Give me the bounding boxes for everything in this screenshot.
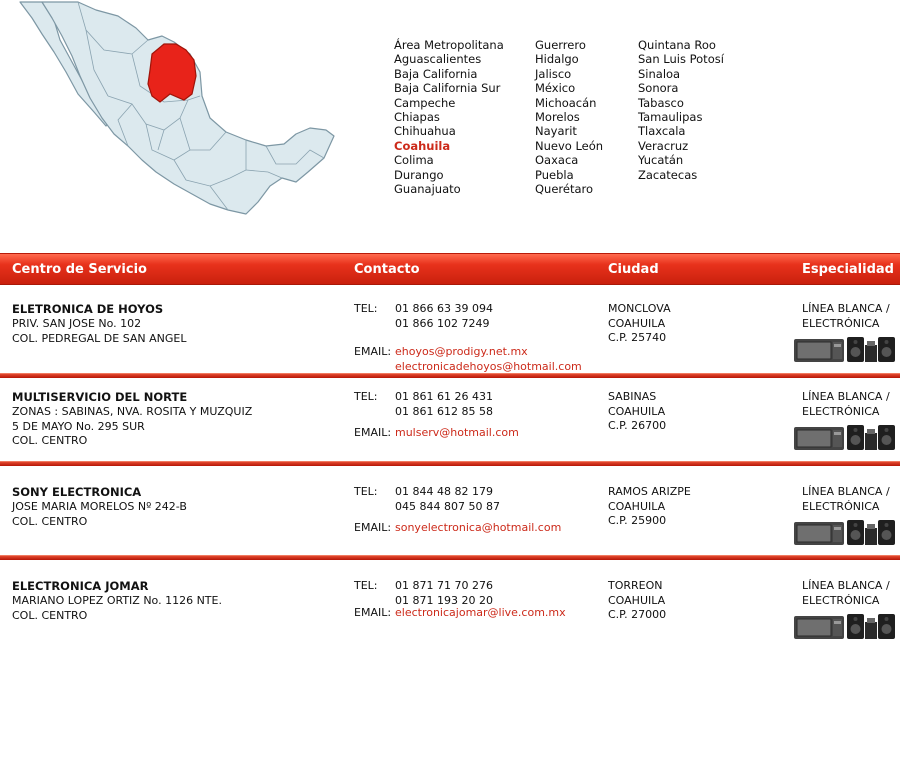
email-link[interactable]: ehoyos@prodigy.net.mx [395,345,528,358]
city-info: TORREON COAHUILA C.P. 27000 [608,579,667,621]
state-link[interactable]: Durango [394,167,444,182]
state-link[interactable]: Zacatecas [638,167,698,182]
email-links [395,521,561,536]
state-link[interactable]: Colima [394,153,434,168]
service-center-name: SONY ELECTRONICA [12,485,142,499]
state-link[interactable]: Querétaro [535,182,594,197]
state-link[interactable]: Tlaxcala [638,124,686,139]
tel-values: 01 871 71 70 276 01 871 193 20 20 [395,579,493,607]
state-link[interactable]: Tamaulipas [638,110,703,125]
mexico-map[interactable] [14,0,340,230]
state-link[interactable]: Área Metropolitana [394,38,504,52]
state-link[interactable]: Sinaloa [638,66,681,81]
appliance-image [793,336,899,364]
tel-values: 01 861 61 26 431 01 861 612 85 58 [395,390,493,418]
state-link[interactable]: Puebla [535,167,574,182]
header-ciudad: Ciudad [608,262,659,277]
state-link[interactable]: Michoacán [535,95,597,110]
header-contacto: Contacto [354,262,420,277]
state-link[interactable]: Tabasco [638,95,684,110]
state-link[interactable]: Hidalgo [535,52,579,67]
table-header [0,253,900,285]
state-link[interactable]: Chiapas [394,110,440,125]
state-link[interactable]: Aguascalientes [394,52,482,67]
tel-values: 01 844 48 82 179 045 844 807 50 87 [395,485,500,513]
state-link[interactable]: Jalisco [535,66,572,81]
service-center-name: MULTISERVICIO DEL NORTE [12,390,188,404]
state-link[interactable]: Campeche [394,95,456,110]
service-center-address: PRIV. SAN JOSE No. 102 COL. PEDREGAL DE SAN ANGEL [12,317,187,345]
state-link[interactable]: San Luis Potosí [638,52,724,67]
service-center-name: ELECTRONICA JOMAR [12,579,149,593]
specialty-text: LÍNEA BLANCA / ELECTRÓNICA [802,579,890,607]
email-links [395,606,566,621]
state-list-column-2 [535,38,603,196]
email-label: EMAIL: [354,426,392,439]
city-info: SABINAS COAHUILA C.P. 26700 [608,390,667,432]
state-link[interactable]: Chihuahua [394,124,456,139]
service-center-name: ELETRONICA DE HOYOS [12,302,164,316]
service-center-address: JOSE MARIA MORELOS Nº 242-B COL. CENTRO [12,500,187,528]
state-link[interactable]: Morelos [535,110,580,125]
city-info: MONCLOVA COAHUILA C.P. 25740 [608,302,671,344]
row-divider [0,461,900,466]
tel-label: TEL: [354,302,378,315]
email-link[interactable]: mulserv@hotmail.com [395,426,519,439]
email-label: EMAIL: [354,521,392,534]
appliance-image [793,519,899,547]
email-link[interactable]: sonyelectronica@hotmail.com [395,521,562,534]
state-link[interactable]: Coahuila [394,138,451,153]
specialty-text: LÍNEA BLANCA / ELECTRÓNICA [802,302,890,330]
row-divider [0,373,900,378]
state-link[interactable]: Nuevo León [535,138,604,153]
tel-label: TEL: [354,390,378,403]
city-info: RAMOS ARIZPE COAHUILA C.P. 25900 [608,485,691,527]
appliance-image [793,424,899,452]
tel-values: 01 866 63 39 094 01 866 102 7249 [395,302,493,330]
specialty-text: LÍNEA BLANCA / ELECTRÓNICA [802,485,890,513]
state-list-column-3 [638,38,724,182]
tel-label: TEL: [354,579,378,592]
map-coahuila-highlight[interactable] [148,44,196,102]
state-list-column-1 [394,38,504,196]
map-mainland[interactable] [42,2,334,214]
email-label: EMAIL: [354,345,392,358]
specialty-text: LÍNEA BLANCA / ELECTRÓNICA [802,390,890,418]
state-link[interactable]: Baja California [394,66,478,81]
state-link[interactable]: Nayarit [535,124,577,139]
state-link[interactable]: Veracruz [638,138,689,153]
email-label: EMAIL: [354,606,392,619]
state-link[interactable]: Sonora [638,81,679,96]
email-links [395,426,519,441]
state-link[interactable]: Baja California Sur [394,81,501,96]
service-center-address: ZONAS : SABINAS, NVA. ROSITA Y MUZQUIZ 5 DE MAYO No. 295 SUR COL. CENTRO [12,405,253,447]
state-link[interactable]: Yucatán [638,153,684,168]
row-divider [0,555,900,560]
email-link[interactable]: electronicadehoyos@hotmail.com [395,359,582,373]
state-link[interactable]: Guerrero [535,38,586,52]
header-especialidad: Especialidad [802,262,894,277]
state-link[interactable]: Quintana Roo [638,38,716,52]
email-link[interactable]: electronicajomar@live.com.mx [395,606,566,619]
state-link[interactable]: Oaxaca [535,153,579,168]
appliance-image [793,613,899,641]
state-link[interactable]: Guanajuato [394,182,461,197]
header-centro-de-servicio: Centro de Servicio [12,262,147,277]
tel-label: TEL: [354,485,378,498]
state-link[interactable]: México [535,81,576,96]
email-links [395,345,582,374]
service-center-address: MARIANO LOPEZ ORTIZ No. 1126 NTE. COL. CENTRO [12,594,222,622]
